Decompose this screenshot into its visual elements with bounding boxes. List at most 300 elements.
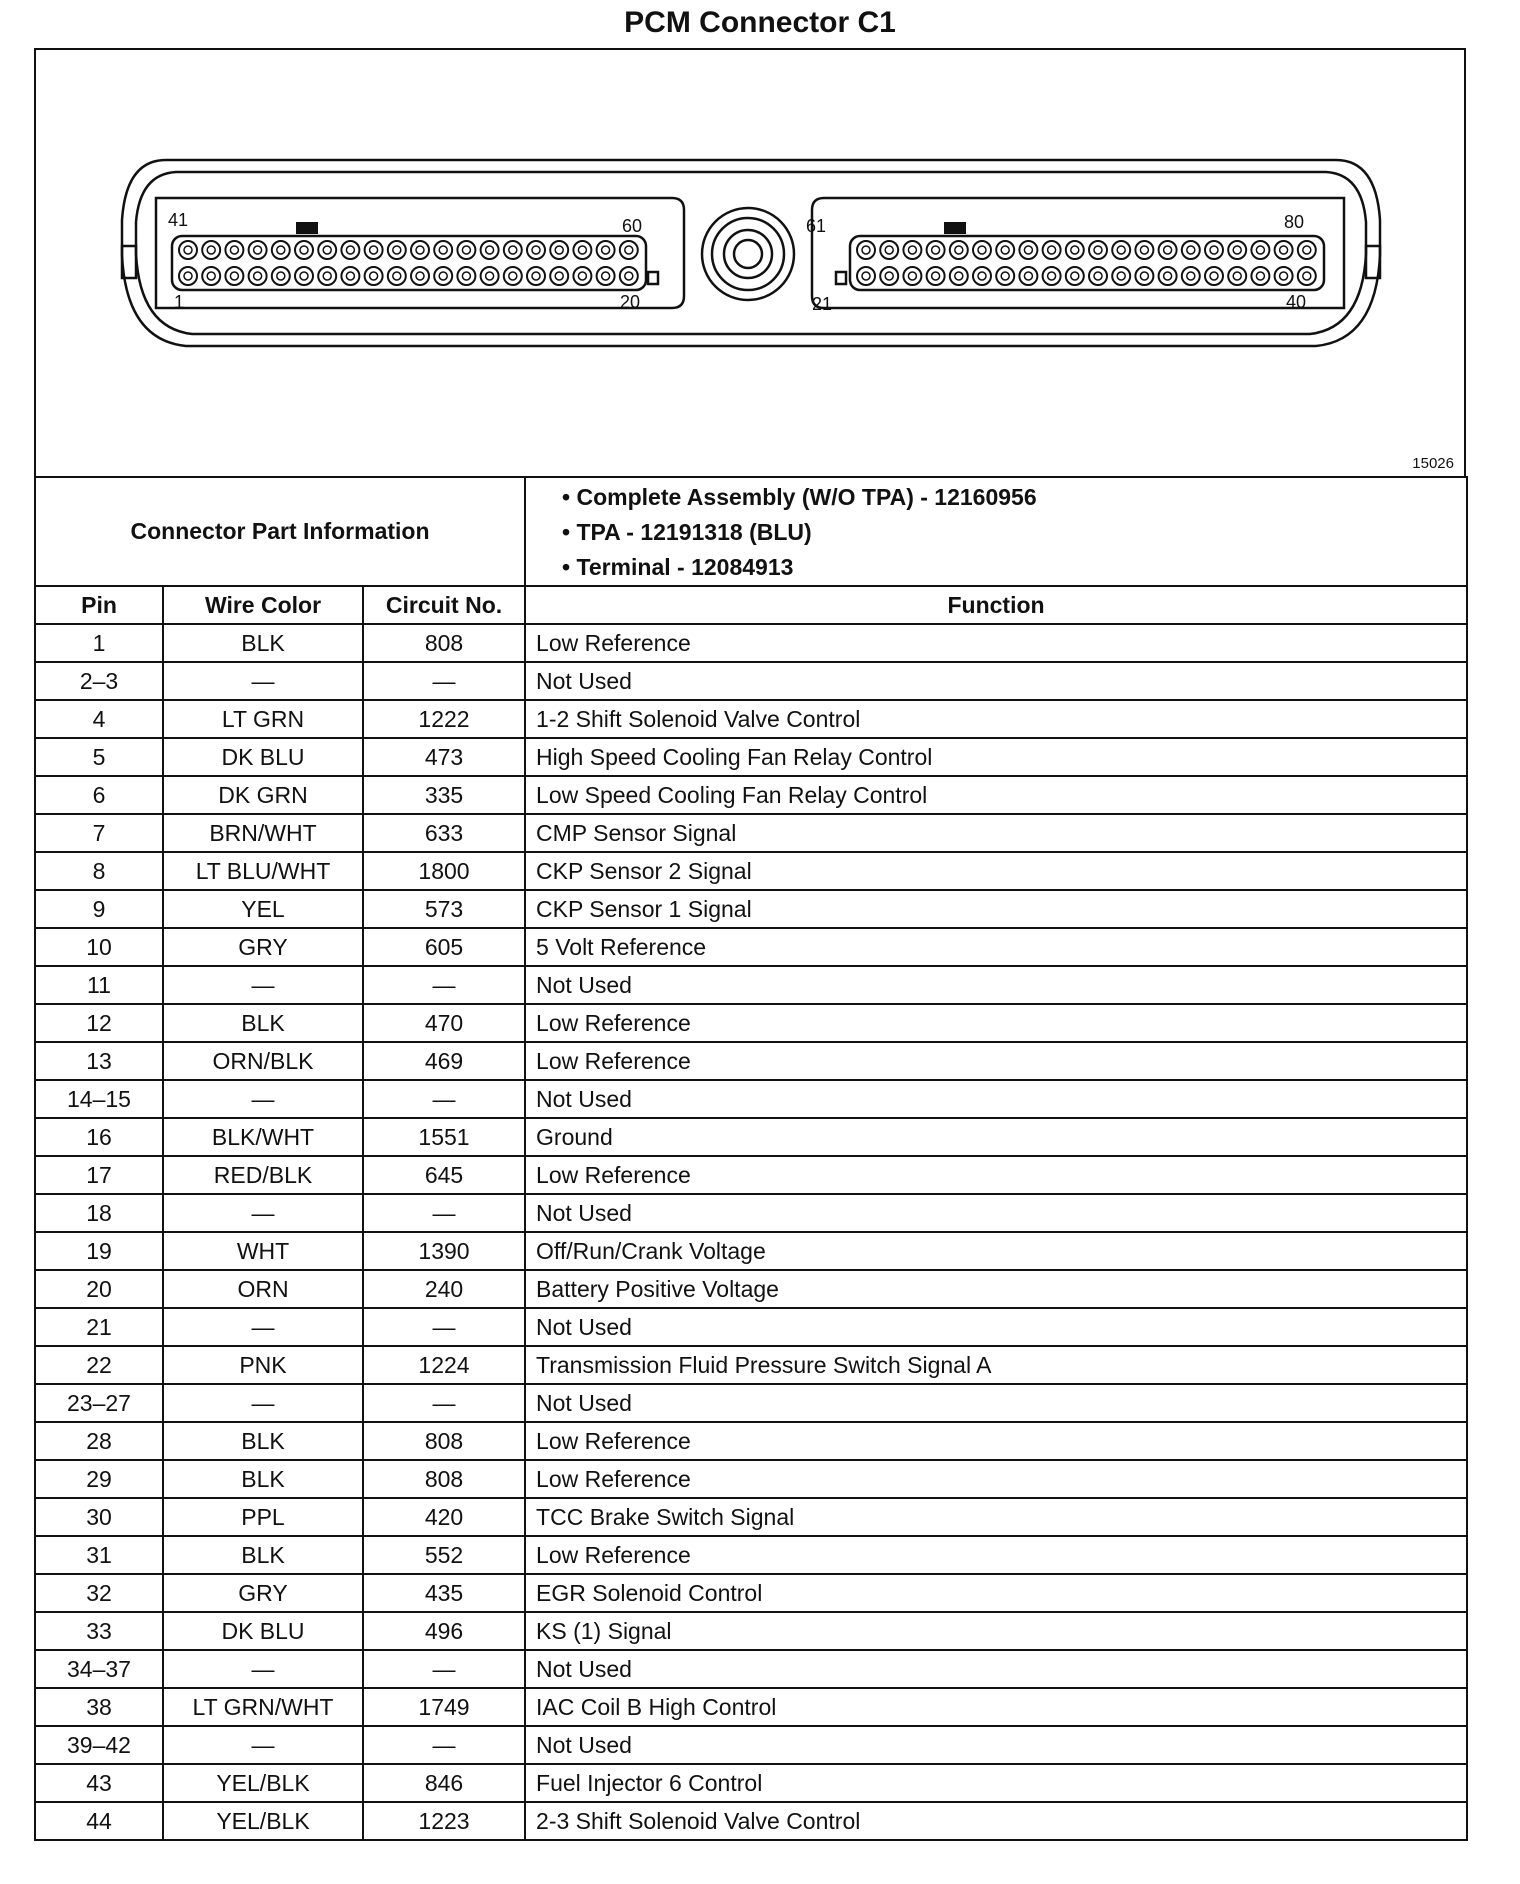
circuit-cell: — <box>363 1308 525 1346</box>
pin-hole <box>1135 241 1153 259</box>
pin-hole-center <box>602 246 610 254</box>
pin-hole-center <box>254 246 262 254</box>
pin-hole <box>880 241 898 259</box>
pin-hole <box>973 267 991 285</box>
table-row <box>35 700 1467 738</box>
pin-hole <box>880 267 898 285</box>
pin-hole <box>318 241 336 259</box>
wire-color-cell: — <box>163 1384 363 1422</box>
table-row <box>35 1612 1467 1650</box>
pin-hole-center <box>908 272 916 280</box>
pin-hole-center <box>439 246 447 254</box>
circuit-cell: 240 <box>363 1270 525 1308</box>
pin-hole-center <box>277 272 285 280</box>
pin-hole <box>1275 267 1293 285</box>
function-cell: Low Reference <box>525 1422 1467 1460</box>
function-cell: IAC Coil B High Control <box>525 1688 1467 1726</box>
pin-hole <box>411 267 429 285</box>
pin-hole-center <box>439 272 447 280</box>
pin-hole <box>504 241 522 259</box>
pin-hole <box>318 267 336 285</box>
pin-hole-center <box>1001 272 1009 280</box>
right-polarity-mark <box>944 222 966 234</box>
table-row <box>35 1802 1467 1840</box>
pin-hole <box>434 267 452 285</box>
pin-hole <box>1159 267 1177 285</box>
pin-hole <box>481 267 499 285</box>
circuit-cell: 496 <box>363 1612 525 1650</box>
pin-hole-center <box>1117 246 1125 254</box>
pin-cell: 44 <box>35 1802 163 1840</box>
pin-label-41: 41 <box>168 210 189 230</box>
pin-hole <box>903 241 921 259</box>
circuit-cell: 435 <box>363 1574 525 1612</box>
pin-hole-center <box>1256 272 1264 280</box>
circuit-cell: — <box>363 1080 525 1118</box>
pin-hole <box>597 241 615 259</box>
pin-hole <box>620 267 638 285</box>
function-cell: Not Used <box>525 966 1467 1004</box>
pin-hole <box>457 267 475 285</box>
pin-hole-center <box>955 272 963 280</box>
pin-hole <box>249 267 267 285</box>
pin-cell: 4 <box>35 700 163 738</box>
function-cell: KS (1) Signal <box>525 1612 1467 1650</box>
pin-hole <box>550 241 568 259</box>
function-cell: Not Used <box>525 1650 1467 1688</box>
pin-hole-center <box>1094 272 1102 280</box>
function-cell: Not Used <box>525 1384 1467 1422</box>
table-row <box>35 1118 1467 1156</box>
connector-housing-outer <box>122 160 1380 346</box>
pin-hole <box>1112 267 1130 285</box>
center-bolt-inner <box>724 230 772 278</box>
circuit-cell: 1551 <box>363 1118 525 1156</box>
pin-hole-center <box>1303 272 1311 280</box>
circuit-cell: 1222 <box>363 700 525 738</box>
pin-hole-center <box>300 272 308 280</box>
pin-hole <box>504 267 522 285</box>
left-key <box>648 272 658 284</box>
part-info-label: Connector Part Information <box>35 477 525 586</box>
pin-hole <box>1205 241 1223 259</box>
pin-hole-center <box>346 272 354 280</box>
pin-cell: 22 <box>35 1346 163 1384</box>
part-info-item: • Terminal - 12084913 <box>562 554 794 580</box>
function-cell: Low Reference <box>525 1156 1467 1194</box>
table-row <box>35 1650 1467 1688</box>
table-row <box>35 1194 1467 1232</box>
table-row <box>35 1232 1467 1270</box>
pin-hole-center <box>978 272 986 280</box>
wire-color-cell: BLK <box>163 624 363 662</box>
pin-hole-center <box>1164 246 1172 254</box>
table-row <box>35 852 1467 890</box>
pin-hole <box>1135 267 1153 285</box>
pin-hole-center <box>184 272 192 280</box>
figure-id: 15026 <box>1412 455 1454 472</box>
pin-hole-center <box>323 272 331 280</box>
pin-hole-center <box>1233 246 1241 254</box>
pin-hole-center <box>254 272 262 280</box>
table-row <box>35 1536 1467 1574</box>
pin-hole-center <box>1024 246 1032 254</box>
pin-hole-center <box>277 246 285 254</box>
table-row <box>35 928 1467 966</box>
pin-cell: 13 <box>35 1042 163 1080</box>
pin-cell: 16 <box>35 1118 163 1156</box>
pin-hole <box>1112 241 1130 259</box>
pin-hole <box>1182 241 1200 259</box>
left-pin-array <box>179 241 638 285</box>
table-row <box>35 1004 1467 1042</box>
pin-hole-center <box>885 272 893 280</box>
wire-color-cell: LT GRN <box>163 700 363 738</box>
function-cell: 2-3 Shift Solenoid Valve Control <box>525 1802 1467 1840</box>
wire-color-cell: — <box>163 1194 363 1232</box>
pin-hole <box>179 267 197 285</box>
pin-cell: 30 <box>35 1498 163 1536</box>
pin-hole <box>1205 267 1223 285</box>
pin-hole-center <box>578 272 586 280</box>
pin-label-21: 21 <box>812 294 833 314</box>
pin-cell: 11 <box>35 966 163 1004</box>
pin-hole-center <box>416 246 424 254</box>
pin-hole <box>950 267 968 285</box>
pin-hole-center <box>1210 272 1218 280</box>
pin-hole-center <box>532 272 540 280</box>
wire-color-cell: DK GRN <box>163 776 363 814</box>
pin-hole <box>527 241 545 259</box>
pin-hole-center <box>555 272 563 280</box>
pin-cell: 5 <box>35 738 163 776</box>
wire-color-cell: DK BLU <box>163 738 363 776</box>
pin-hole-center <box>1048 246 1056 254</box>
circuit-cell: 335 <box>363 776 525 814</box>
pin-cell: 32 <box>35 1574 163 1612</box>
pin-hole-center <box>1233 272 1241 280</box>
circuit-cell: 808 <box>363 1460 525 1498</box>
table-row <box>35 1156 1467 1194</box>
function-cell: CMP Sensor Signal <box>525 814 1467 852</box>
pin-hole-center <box>486 272 494 280</box>
pin-label-61: 61 <box>806 216 827 236</box>
header-function: Function <box>525 586 1467 624</box>
pin-hole-center <box>885 246 893 254</box>
pin-hole-center <box>1164 272 1172 280</box>
pin-cell: 34–37 <box>35 1650 163 1688</box>
pin-cell: 8 <box>35 852 163 890</box>
pin-cell: 28 <box>35 1422 163 1460</box>
pin-cell: 43 <box>35 1764 163 1802</box>
wire-color-cell: — <box>163 1650 363 1688</box>
pin-hole <box>996 241 1014 259</box>
table-row <box>35 1270 1467 1308</box>
pin-hole <box>550 267 568 285</box>
circuit-cell: — <box>363 1384 525 1422</box>
pin-hole-center <box>416 272 424 280</box>
wire-color-cell: — <box>163 966 363 1004</box>
function-cell: Off/Run/Crank Voltage <box>525 1232 1467 1270</box>
circuit-cell: 573 <box>363 890 525 928</box>
function-cell: High Speed Cooling Fan Relay Control <box>525 738 1467 776</box>
wire-color-cell: — <box>163 1080 363 1118</box>
table-row <box>35 1688 1467 1726</box>
function-cell: CKP Sensor 2 Signal <box>525 852 1467 890</box>
pin-cell: 2–3 <box>35 662 163 700</box>
pin-hole <box>249 241 267 259</box>
pin-hole-center <box>509 272 517 280</box>
pin-hole-center <box>393 272 401 280</box>
pin-hole-center <box>300 246 308 254</box>
function-cell: CKP Sensor 1 Signal <box>525 890 1467 928</box>
left-polarity-mark <box>296 222 318 234</box>
circuit-cell: 645 <box>363 1156 525 1194</box>
pin-hole-center <box>1280 246 1288 254</box>
pin-hole-center <box>955 246 963 254</box>
function-cell: Low Reference <box>525 624 1467 662</box>
wire-color-cell: LT GRN/WHT <box>163 1688 363 1726</box>
pin-label-1: 1 <box>174 292 185 312</box>
pin-hole <box>179 241 197 259</box>
function-cell: Low Reference <box>525 1042 1467 1080</box>
pin-hole <box>388 267 406 285</box>
circuit-cell: 1390 <box>363 1232 525 1270</box>
table-row <box>35 1498 1467 1536</box>
pin-hole <box>481 241 499 259</box>
circuit-cell: 605 <box>363 928 525 966</box>
pin-cell: 17 <box>35 1156 163 1194</box>
pin-label-40: 40 <box>1285 292 1306 312</box>
pin-hole-center <box>230 246 238 254</box>
wire-color-cell: PNK <box>163 1346 363 1384</box>
pin-cell: 7 <box>35 814 163 852</box>
table-row <box>35 814 1467 852</box>
wire-color-cell: ORN <box>163 1270 363 1308</box>
circuit-cell: 470 <box>363 1004 525 1042</box>
wire-color-cell: GRY <box>163 928 363 966</box>
table-row <box>35 1574 1467 1612</box>
circuit-cell: 846 <box>363 1764 525 1802</box>
circuit-cell: — <box>363 1650 525 1688</box>
table-row <box>35 624 1467 662</box>
pin-hole <box>1182 267 1200 285</box>
pin-hole-center <box>370 246 378 254</box>
pin-hole <box>620 241 638 259</box>
circuit-cell: 1749 <box>363 1688 525 1726</box>
pin-cell: 19 <box>35 1232 163 1270</box>
pin-cell: 38 <box>35 1688 163 1726</box>
pin-hole <box>341 241 359 259</box>
table-row <box>35 1460 1467 1498</box>
function-cell: Not Used <box>525 1726 1467 1764</box>
function-cell: Low Speed Cooling Fan Relay Control <box>525 776 1467 814</box>
pin-hole <box>1019 267 1037 285</box>
pin-hole <box>903 267 921 285</box>
pin-hole <box>1066 267 1084 285</box>
pin-hole <box>927 267 945 285</box>
pin-hole <box>1159 241 1177 259</box>
right-key <box>836 272 846 284</box>
function-cell: Battery Positive Voltage <box>525 1270 1467 1308</box>
pin-hole-center <box>370 272 378 280</box>
pin-hole-center <box>1187 246 1195 254</box>
circuit-cell: 469 <box>363 1042 525 1080</box>
pin-hole-center <box>932 246 940 254</box>
pin-hole <box>341 267 359 285</box>
pin-hole-center <box>1280 272 1288 280</box>
pin-cell: 23–27 <box>35 1384 163 1422</box>
table-row <box>35 1384 1467 1422</box>
pin-hole <box>295 267 313 285</box>
pin-hole-center <box>230 272 238 280</box>
function-cell: Transmission Fluid Pressure Switch Signal A <box>525 1346 1467 1384</box>
left-pin-block <box>156 198 684 308</box>
function-cell: Ground <box>525 1118 1467 1156</box>
pin-hole <box>202 241 220 259</box>
pin-hole <box>272 241 290 259</box>
circuit-cell: 420 <box>363 1498 525 1536</box>
pin-hole-center <box>393 246 401 254</box>
pin-hole <box>365 267 383 285</box>
circuit-cell: 808 <box>363 624 525 662</box>
pin-hole-center <box>462 246 470 254</box>
pin-hole <box>1043 241 1061 259</box>
pin-hole-center <box>1071 246 1079 254</box>
pin-hole <box>573 267 591 285</box>
wire-color-cell: — <box>163 662 363 700</box>
wire-color-cell: BLK <box>163 1536 363 1574</box>
pinout-rows <box>35 624 1467 1840</box>
circuit-cell: — <box>363 1726 525 1764</box>
connector-drawing <box>36 50 1468 480</box>
pin-hole <box>927 241 945 259</box>
circuit-cell: 1224 <box>363 1346 525 1384</box>
right-pin-array <box>857 241 1316 285</box>
function-cell: Low Reference <box>525 1460 1467 1498</box>
header-row <box>35 586 1467 624</box>
table-row <box>35 776 1467 814</box>
table-row <box>35 662 1467 700</box>
wire-color-cell: BLK/WHT <box>163 1118 363 1156</box>
circuit-cell: 1800 <box>363 852 525 890</box>
pin-hole-center <box>1256 246 1264 254</box>
table-row <box>35 738 1467 776</box>
wire-color-cell: PPL <box>163 1498 363 1536</box>
pin-hole <box>573 241 591 259</box>
pin-hole-center <box>862 246 870 254</box>
pin-hole-center <box>509 246 517 254</box>
part-info-list <box>525 477 1467 586</box>
part-info-row <box>35 477 1467 586</box>
wire-color-cell: DK BLU <box>163 1612 363 1650</box>
table-row <box>35 1080 1467 1118</box>
wire-color-cell: — <box>163 1308 363 1346</box>
pin-hole <box>973 241 991 259</box>
function-cell: TCC Brake Switch Signal <box>525 1498 1467 1536</box>
function-cell: Not Used <box>525 1194 1467 1232</box>
circuit-cell: — <box>363 662 525 700</box>
circuit-cell: 808 <box>363 1422 525 1460</box>
pin-hole <box>950 241 968 259</box>
table-row <box>35 1726 1467 1764</box>
table-row <box>35 1422 1467 1460</box>
center-bolt-core <box>734 240 762 268</box>
pin-hole <box>1066 241 1084 259</box>
pin-hole-center <box>932 272 940 280</box>
pin-hole-center <box>1303 246 1311 254</box>
table-row <box>35 966 1467 1004</box>
table-row <box>35 1042 1467 1080</box>
pin-hole-center <box>1048 272 1056 280</box>
pin-hole <box>202 267 220 285</box>
pin-hole <box>388 241 406 259</box>
pin-hole <box>1251 267 1269 285</box>
circuit-cell: 633 <box>363 814 525 852</box>
pin-cell: 18 <box>35 1194 163 1232</box>
pin-hole-center <box>207 246 215 254</box>
pin-hole-center <box>1071 272 1079 280</box>
function-cell: 5 Volt Reference <box>525 928 1467 966</box>
wire-color-cell: BRN/WHT <box>163 814 363 852</box>
pin-hole-center <box>346 246 354 254</box>
wire-color-cell: BLK <box>163 1422 363 1460</box>
pin-hole <box>857 267 875 285</box>
pin-label-80: 80 <box>1283 212 1304 232</box>
pin-hole-center <box>1001 246 1009 254</box>
function-cell: 1-2 Shift Solenoid Valve Control <box>525 700 1467 738</box>
pin-cell: 29 <box>35 1460 163 1498</box>
table-row <box>35 1764 1467 1802</box>
pin-hole <box>225 267 243 285</box>
part-info-item: • Complete Assembly (W/O TPA) - 12160956 <box>562 484 1037 510</box>
header-wire-color: Wire Color <box>163 586 363 624</box>
pin-hole-center <box>578 246 586 254</box>
pin-hole-center <box>1210 246 1218 254</box>
pin-hole-center <box>978 246 986 254</box>
pin-hole <box>857 241 875 259</box>
pin-hole-center <box>207 272 215 280</box>
pin-hole <box>1298 241 1316 259</box>
pin-hole-center <box>1187 272 1195 280</box>
pin-hole <box>1089 267 1107 285</box>
pin-hole-center <box>1094 246 1102 254</box>
pin-cell: 33 <box>35 1612 163 1650</box>
pin-hole <box>434 241 452 259</box>
function-cell: Low Reference <box>525 1004 1467 1042</box>
pin-hole-center <box>323 246 331 254</box>
pin-cell: 9 <box>35 890 163 928</box>
pin-label-20: 20 <box>619 292 640 312</box>
wire-color-cell: RED/BLK <box>163 1156 363 1194</box>
pin-cell: 14–15 <box>35 1080 163 1118</box>
pin-hole <box>996 267 1014 285</box>
circuit-cell: 473 <box>363 738 525 776</box>
pin-hole-center <box>486 246 494 254</box>
pin-hole <box>1298 267 1316 285</box>
pin-hole-center <box>532 246 540 254</box>
pin-hole-center <box>1140 272 1148 280</box>
pin-cell: 31 <box>35 1536 163 1574</box>
pin-hole <box>527 267 545 285</box>
circuit-cell: — <box>363 966 525 1004</box>
pin-cell: 10 <box>35 928 163 966</box>
pin-hole <box>1043 267 1061 285</box>
pin-cell: 12 <box>35 1004 163 1042</box>
wire-color-cell: BLK <box>163 1004 363 1042</box>
pin-hole-center <box>1024 272 1032 280</box>
wire-color-cell: YEL/BLK <box>163 1802 363 1840</box>
